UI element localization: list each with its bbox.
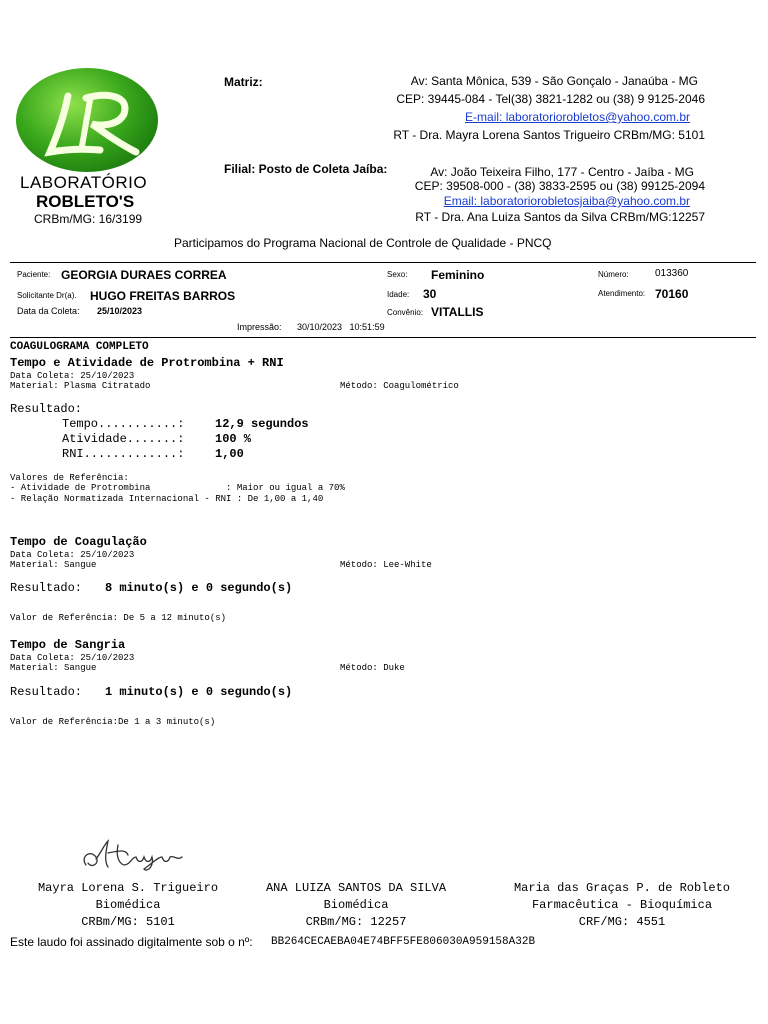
signature-role: Biomédica	[95, 898, 161, 912]
resultado-label: Resultado:	[10, 685, 83, 699]
exam-ref: Valor de Referência: De 5 a 12 minuto(s)	[10, 613, 227, 623]
matriz-label: Matriz:	[224, 75, 263, 89]
filial-email-link[interactable]: Email: laboratoriorobletosjaiba@yahoo.com.br	[443, 194, 690, 208]
signature-reg: CRBm/MG: 12257	[305, 915, 407, 929]
exam-title: Tempo de Sangria	[10, 638, 126, 652]
idade-label: Idade:	[387, 290, 410, 299]
matriz-email-link[interactable]: E-mail: laboratoriorobletos@yahoo.com.br	[465, 110, 690, 124]
resultado-value: 1 minuto(s) e 0 segundo(s)	[105, 685, 293, 699]
rni-label: RNI.............:	[62, 447, 185, 461]
matriz-cep: CEP: 39445-084 - Tel(38) 3821-1282 ou (38) 9 9125-2046	[396, 92, 705, 106]
filial-rt: RT - Dra. Ana Luiza Santos da Silva CRBm/MG:12257	[415, 210, 705, 224]
lab-name-line1: LABORATÓRIO	[20, 173, 148, 192]
exam-group-title: COAGULOGRAMA COMPLETO	[10, 341, 149, 353]
exam-data-coleta: Data Coleta: 25/10/2023	[10, 653, 135, 663]
impressao-value: 30/10/2023 10:51:59	[297, 322, 385, 332]
exam-material: Material: Sangue	[10, 560, 97, 570]
sexo-value: Feminino	[431, 268, 485, 282]
exam-metodo: Método: Coagulométrico	[340, 381, 459, 391]
lab-crbm: CRBm/MG: 16/3199	[34, 212, 143, 226]
impressao-label: Impressão:	[237, 322, 282, 332]
signature-name: ANA LUIZA SANTOS DA SILVA	[265, 881, 447, 895]
signature-name: Maria das Graças P. de Robleto	[513, 881, 731, 895]
coleta-value: 25/10/2023	[97, 306, 143, 316]
ref-title: Valores de Referência:	[10, 473, 129, 483]
filial-address: Av: João Teixeira Filho, 177 - Centro - Jaíba - MG	[430, 165, 694, 179]
filial-label: Filial: Posto de Coleta Jaíba:	[224, 162, 388, 176]
patient-divider	[10, 337, 756, 338]
paciente-value: GEORGIA DURAES CORREA	[61, 268, 227, 282]
header-divider	[10, 262, 756, 263]
coleta-label: Data da Coleta:	[17, 306, 80, 316]
atividade-value: 100 %	[215, 432, 252, 446]
lab-name-line2: ROBLETO'S	[36, 192, 135, 211]
digital-signature-label: Este laudo foi assinado digitalmente sob o nº:	[10, 935, 253, 949]
signature-role: Farmacêutica - Bioquímica	[531, 898, 713, 912]
exam-title: Tempo e Atividade de Protrombina + RNI	[10, 356, 284, 370]
atividade-label: Atividade.......:	[62, 432, 185, 446]
atendimento-value: 70160	[655, 287, 689, 301]
exam-material: Material: Plasma Citratado	[10, 381, 151, 391]
convenio-value: VITALLIS	[431, 305, 484, 319]
exam-title: Tempo de Coagulação	[10, 535, 147, 549]
numero-value: 013360	[655, 268, 689, 279]
handwritten-signature-icon	[78, 835, 188, 877]
signature-role: Biomédica	[323, 898, 389, 912]
resultado-label: Resultado:	[10, 581, 83, 595]
digital-signature-hash: BB264CECAEBA04E74BFF5FE806030A959158A32B	[271, 936, 536, 948]
logo-lr-monogram-icon	[16, 68, 158, 172]
signature-reg: CRBm/MG: 5101	[81, 915, 175, 929]
exam-data-coleta: Data Coleta: 25/10/2023	[10, 371, 135, 381]
exam-ref: Valor de Referência:De 1 a 3 minuto(s)	[10, 717, 216, 727]
exam-metodo: Método: Lee-White	[340, 560, 432, 570]
signature-name: Mayra Lorena S. Trigueiro	[37, 881, 219, 895]
pncq-notice: Participamos do Programa Nacional de Controle de Qualidade - PNCQ	[174, 236, 552, 250]
resultado-value: 8 minuto(s) e 0 segundo(s)	[105, 581, 293, 595]
ref-line1: - Atividade de Protrombina : Maior ou igual a 70%	[10, 483, 345, 493]
resultado-label: Resultado:	[10, 402, 83, 416]
rni-value: 1,00	[215, 447, 244, 461]
signature-reg: CRF/MG: 4551	[578, 915, 666, 929]
exam-metodo: Método: Duke	[340, 663, 405, 673]
ref-line2: - Relação Normatizada Internacional - RNI : De 1,00 a 1,40	[10, 494, 324, 504]
exam-data-coleta: Data Coleta: 25/10/2023	[10, 550, 135, 560]
sexo-label: Sexo:	[387, 270, 408, 279]
exam-material: Material: Sangue	[10, 663, 97, 673]
tempo-value: 12,9 segundos	[215, 417, 309, 431]
atendimento-label: Atendimento:	[598, 289, 646, 298]
matriz-address: Av: Santa Mônica, 539 - São Gonçalo - Janaúba - MG	[410, 74, 698, 88]
convenio-label: Convênio:	[387, 308, 424, 317]
solicitante-label: Solicitante Dr(a).	[17, 291, 77, 300]
numero-label: Número:	[598, 270, 629, 279]
solicitante-value: HUGO FREITAS BARROS	[90, 289, 236, 303]
matriz-rt: RT - Dra. Mayra Lorena Santos Trigueiro CRBm/MG: 5101	[393, 128, 705, 142]
paciente-label: Paciente:	[17, 270, 51, 279]
filial-cep: CEP: 39508-000 - (38) 3833-2595 ou (38) 99125-2094	[414, 179, 705, 193]
tempo-label: Tempo...........:	[62, 417, 185, 431]
idade-value: 30	[423, 287, 437, 301]
